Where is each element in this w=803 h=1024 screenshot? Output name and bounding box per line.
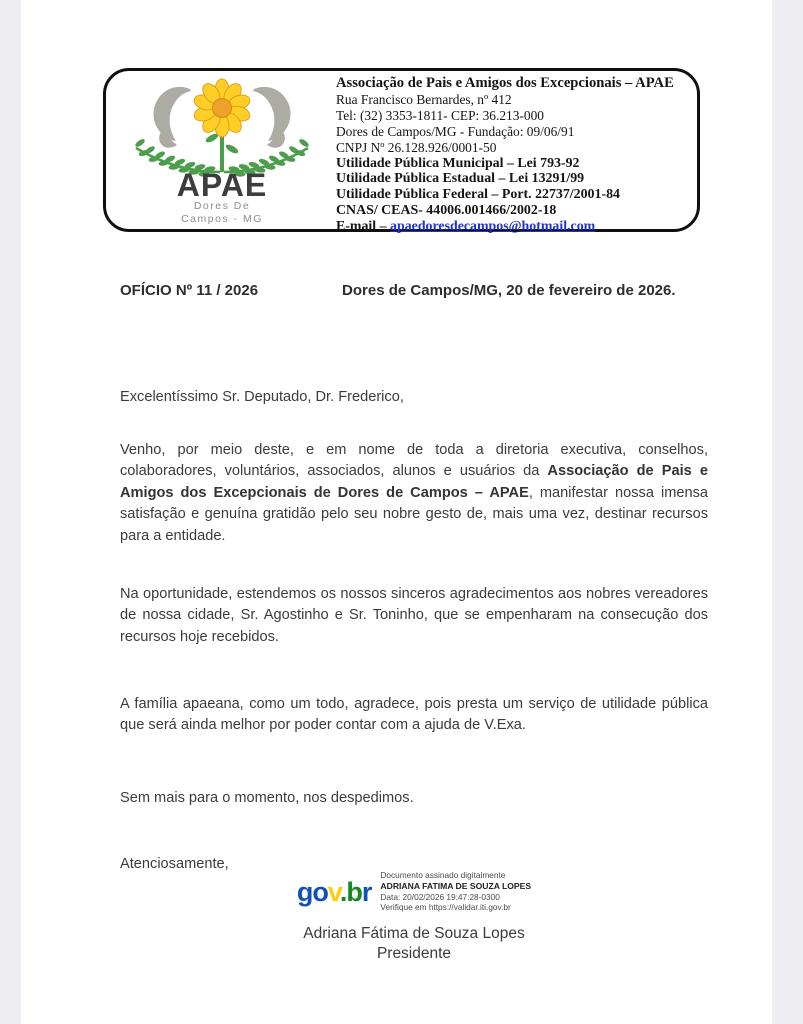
paragraph-1-text-after: , manifestar nossa imensa satisfação e genuína gratidão pelo seu nobre gesto de, mais uma vez, destinar recursos para a entidade. xyxy=(120,484,708,544)
apae-logo xyxy=(122,75,322,227)
cnas-ceas: CNAS/ CEAS- 44006.001466/2002-18 xyxy=(336,203,557,219)
salutation: Excelentíssimo Sr. Deputado, Dr. Frederico, xyxy=(120,389,404,405)
paragraph-3: A família apaeana, como um todo, agradece, pois presta um serviço de utilidade pública que será ainda melhor por poder contar com a ajuda de V.Exa. xyxy=(120,696,708,734)
utility-federal: Utilidade Pública Federal – Port. 22737/2001-84 xyxy=(336,187,620,203)
govbr-logo-seg1: go xyxy=(296,876,328,907)
govbr-logo-seg3: .b xyxy=(339,876,362,907)
apae-logo-acronym: APAE xyxy=(176,167,268,203)
stamp-verify-url: Verifique em https://validar.iti.gov.br xyxy=(380,902,511,913)
signer-name: Adriana Fátima de Souza Lopes xyxy=(303,925,525,942)
closing-line: Sem mais para o momento, nos despedimos. xyxy=(120,790,414,806)
signer-role: Presidente xyxy=(376,944,452,962)
govbr-logo xyxy=(296,876,372,907)
email-label: E-mail – xyxy=(336,219,391,235)
paragraph-1 xyxy=(120,440,708,547)
oficio-number: OFÍCIO Nº 11 / 2026 xyxy=(120,282,259,299)
stamp-line1: Documento assinado digitalmente xyxy=(380,870,506,880)
utility-estadual: Utilidade Pública Estadual – Lei 13291/99 xyxy=(336,171,585,187)
sunflower-in-hands-icon xyxy=(122,75,322,227)
letterhead-box xyxy=(103,68,700,235)
digital-signature-stamp xyxy=(120,870,708,913)
apae-logo-city-line2: Campos - MG xyxy=(181,213,263,225)
email-link[interactable]: apaedoresdecampos@hotmail.com xyxy=(390,219,596,235)
stamp-date: Data: 20/02/2026 19:47:28-0300 xyxy=(380,891,500,902)
stamp-signer-caps: ADRIANA FATIMA DE SOUZA LOPES xyxy=(380,880,532,891)
govbr-logo-seg2: v xyxy=(327,876,340,907)
apae-logo-city-line1: Dores De xyxy=(193,200,251,212)
govbr-logo-seg4: r xyxy=(361,876,372,907)
paragraph-2: Na oportunidade, estendemos os nossos sinceros agradecimentos aos nobres vereadores de nossa cidade, Sr. Agostinho e Sr. Toninho, que se empenharam na consecução dos recursos hoje recebidos. xyxy=(120,586,708,645)
letterhead-info xyxy=(336,76,696,235)
signer-block xyxy=(120,924,708,963)
stamp-text xyxy=(380,870,531,913)
reference-date-row xyxy=(120,282,708,299)
document-page xyxy=(21,0,772,1024)
org-phone-cep: Tel: (32) 3353-1811- CEP: 36.213-000 xyxy=(336,107,544,123)
paragraph-1-text-before: Venho, por meio deste, e em nome de toda a diretoria executiva, conselhos, colaboradores, voluntários, associados, alunos e usuários da xyxy=(120,442,708,480)
org-city-foundation: Dores de Campos/MG - Fundação: 09/06/91 xyxy=(336,123,575,139)
paragraph-1-org-bold: Associação de Pais e Amigos dos Excepcionais de Dores de Campos – APAE xyxy=(120,463,708,501)
email-line xyxy=(336,219,696,235)
regards-line: Atenciosamente, xyxy=(120,856,229,872)
utility-municipal: Utilidade Pública Municipal – Lei 793-92 xyxy=(336,155,580,171)
org-name: Associação de Pais e Amigos dos Excepcionais – APAE xyxy=(336,75,674,91)
org-cnpj: CNPJ Nº 26.128.926/0001-50 xyxy=(336,139,497,155)
date-line: Dores de Campos/MG, 20 de fevereiro de 2026. xyxy=(342,282,676,299)
org-address: Rua Francisco Bernardes, nº 412 xyxy=(336,91,512,107)
